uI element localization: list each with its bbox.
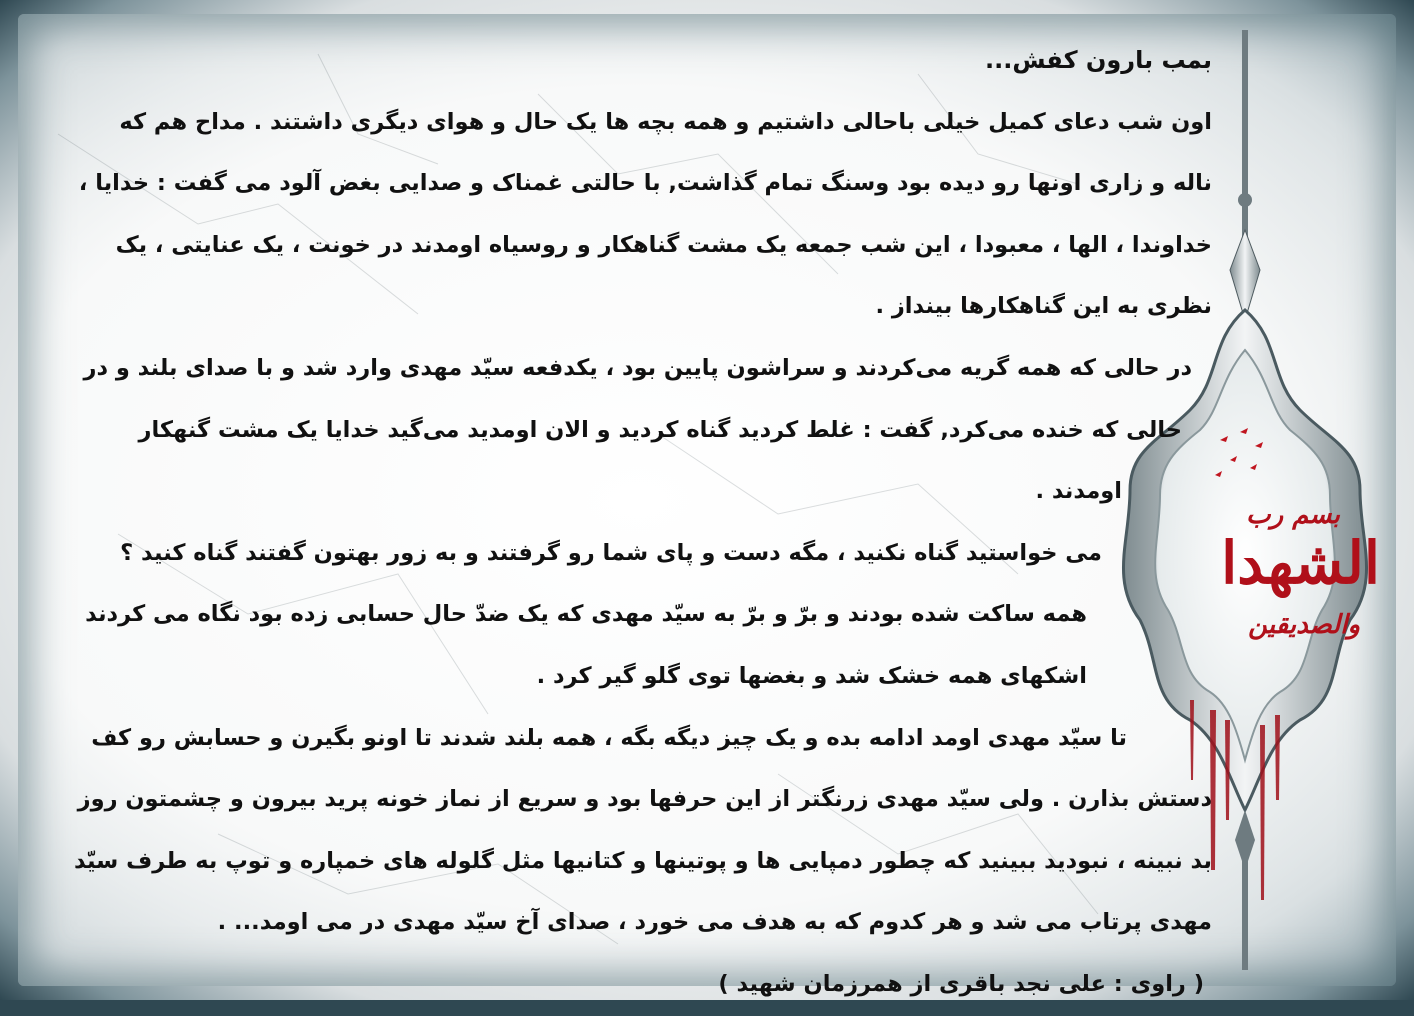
article-line: همه ساکت شده بودند و برّ و برّ به سیّد مهدی که یک ضدّ حال حسابی زده بود نگاه می کردند [85,601,1087,628]
article-line: می خواستید گناه نکنید ، مگه دست و پای شما رو گرفتند و به زور بهتون گفتند گناه کنید ؟ [120,539,1102,566]
article-line: در حالی که همه گریه می‌کردند و سراشون پایین بود ، یکدفعه سیّد مهدی وارد شد و با صدای بلند و در [83,354,1192,381]
article-title: بمب بارون کفش... [985,46,1212,74]
calligraphy-line-3: والصدیقین [1248,610,1360,640]
article-line: ناله و زاری اونها رو دیده بود وسنگ تمام گذاشت, با حالتی غمناک و صدایی بغض آلود می گفت : خدایا ، [78,170,1212,197]
article-line: تا سیّد مهدی اومد ادامه بده و یک چیز دیگه بگه ، همه بلند شدند تا اونو بگیرن و حسابش رو کف [91,724,1127,751]
article-line: حالی که خنده می‌کرد, گفت : غلط کردید گناه کردید و الان اومدید می‌گید خدایا یک مشت گنهکار [138,416,1182,443]
article-text [32,30,1212,1016]
calligraphy-line-2: الشهدا [1221,529,1380,597]
article-line: ( راوی : علی نجد باقری از همرزمان شهید ) [718,970,1204,997]
article-line: بد نبینه ، نبودید ببینید که چطور دمپایی ها و پوتینها و کتانیها مثل گلوله های خمپاره و توپ به طرف سیّد [73,847,1212,874]
article-line: اومدند . [1035,478,1122,505]
article-line: دستش بذارن . ولی سیّد مهدی زرنگتر از این حرفها بود و سریع از نماز خونه پرید بیرون و چشمتون روز [77,786,1212,813]
article-line: اون شب دعای کمیل خیلی باحالی داشتیم و همه بچه ها یک حال و هوای دیگری داشتند . مداح هم که [119,108,1212,135]
article-line: مهدی پرتاب می شد و هر کدوم که به هدف می خورد ، صدای آخ سیّد مهدی در می اومد... . [217,909,1212,936]
calligraphy-line-1: بسم رب [1246,500,1340,530]
article-line: اشکهای همه خشک شد و بغضها توی گلو گیر کرد . [536,662,1087,689]
article-line: نظری به این گناهکارها بینداز . [875,293,1212,320]
article-line: خداوندا ، الها ، معبودا ، این شب جمعه یک مشت گناهکار و روسیاه اومدند در خونت ، یک عنایتی ، یک [115,231,1212,258]
